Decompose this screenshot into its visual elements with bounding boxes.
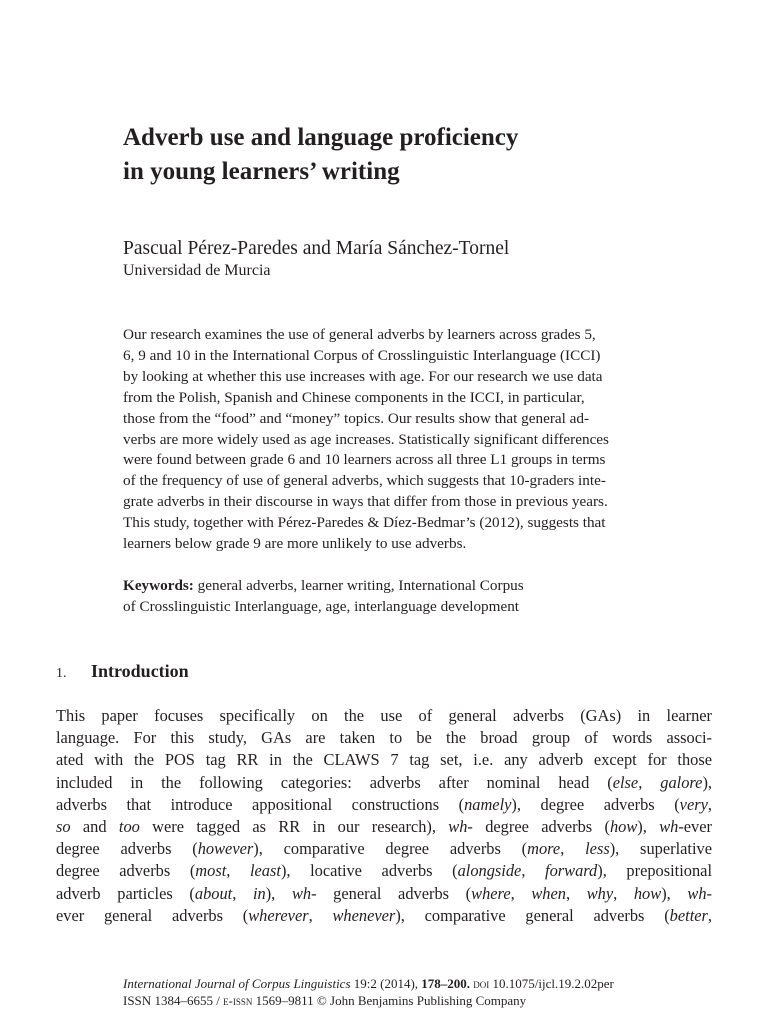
- abstract-line: 6, 9 and 10 in the International Corpus of Crosslinguistic Interlanguage (ICCI): [123, 346, 601, 364]
- keywords-line-2: of Crosslinguistic Interlanguage, age, interlanguage development: [123, 598, 520, 615]
- journal-name: International Journal of Corpus Linguistics: [123, 976, 351, 991]
- abstract-line: learners below grade 9 are more unlikely to use adverbs.: [123, 535, 467, 553]
- body-line: This paper focuses specifically on the use of general adverbs (GAs) in learner: [56, 706, 712, 725]
- abstract-line: of the frequency of use of general adverbs, which suggests that 10-graders inte-: [123, 472, 606, 490]
- citation-footer: [123, 976, 614, 1009]
- abstract-line: were found between grade 6 and 10 learners across all three L1 groups in terms: [123, 451, 606, 469]
- paper-title-line-2: in young learners’ writing: [123, 158, 400, 185]
- body-line: degree adverbs (however), comparative degree adverbs (more, less), superlative: [56, 839, 712, 859]
- paper-title-line-1: Adverb use and language proficiency: [123, 124, 519, 151]
- abstract-line: This study, together with Pérez-Paredes & Díez-Bedmar’s (2012), suggests that: [123, 514, 606, 532]
- section-title: Introduction: [91, 661, 189, 681]
- keywords-line-1: [123, 575, 713, 596]
- doi: 10.1075/ijcl.19.2.02per: [489, 976, 614, 991]
- body-line: adverb particles (about, in), wh- general adverbs (where, when, why, how), wh-: [56, 883, 712, 903]
- section-heading: [56, 658, 189, 687]
- abstract-line: verbs are more widely used as age increases. Statistically significant differences: [123, 430, 609, 448]
- author-affiliation: Universidad de Murcia: [123, 262, 271, 279]
- abstract-line: Our research examines the use of general adverbs by learners across grades 5,: [123, 326, 596, 343]
- body-line: degree adverbs (most, least), locative adverbs (alongside, forward), prepositional: [56, 861, 712, 881]
- abstract-line: grate adverbs in their discourse in ways that differ from those in previous years.: [123, 493, 608, 511]
- body-line: so and too were tagged as RR in our research), wh- degree adverbs (how), wh-ever: [56, 817, 712, 837]
- keywords: [123, 575, 713, 617]
- page-range: 178–200.: [421, 976, 471, 991]
- abstract-line: those from the “food” and “money” topics. Our results show that general ad-: [123, 409, 590, 427]
- body-paragraph: [56, 705, 712, 927]
- keywords-text: general adverbs, learner writing, International Corpus: [193, 577, 524, 594]
- abstract: [123, 325, 713, 555]
- body-line: language. For this study, GAs are taken to be the broad group of words associ-: [56, 728, 712, 748]
- citation-line: International Journal of Corpus Linguistics 19:2 (2014), 178–200. doi 10.1075/ijcl.19.2.02per: [123, 976, 614, 991]
- body-line: included in the following categories: adverbs after nominal head (else, galore),: [56, 772, 712, 792]
- abstract-line: from the Polish, Spanish and Chinese components in the ICCI, in particular,: [123, 388, 585, 406]
- section-number: 1.: [56, 666, 67, 681]
- issn-line: ISSN 1384–6655 / e-issn 1569–9811 © John Benjamins Publishing Company: [123, 992, 527, 1008]
- abstract-line: by looking at whether this use increases with age. For our research we use data: [123, 367, 603, 385]
- body-line: ated with the POS tag RR in the CLAWS 7 tag set, i.e. any adverb except for those: [56, 750, 712, 770]
- body-line: ever general adverbs (wherever, whenever), comparative general adverbs (better,: [56, 905, 712, 925]
- author-list: Pascual Pérez-Paredes and María Sánchez-Tornel: [123, 238, 510, 259]
- body-line: adverbs that introduce appositional constructions (namely), degree adverbs (very,: [56, 794, 712, 814]
- keywords-label: Keywords:: [123, 577, 194, 594]
- paper-title: [123, 121, 683, 189]
